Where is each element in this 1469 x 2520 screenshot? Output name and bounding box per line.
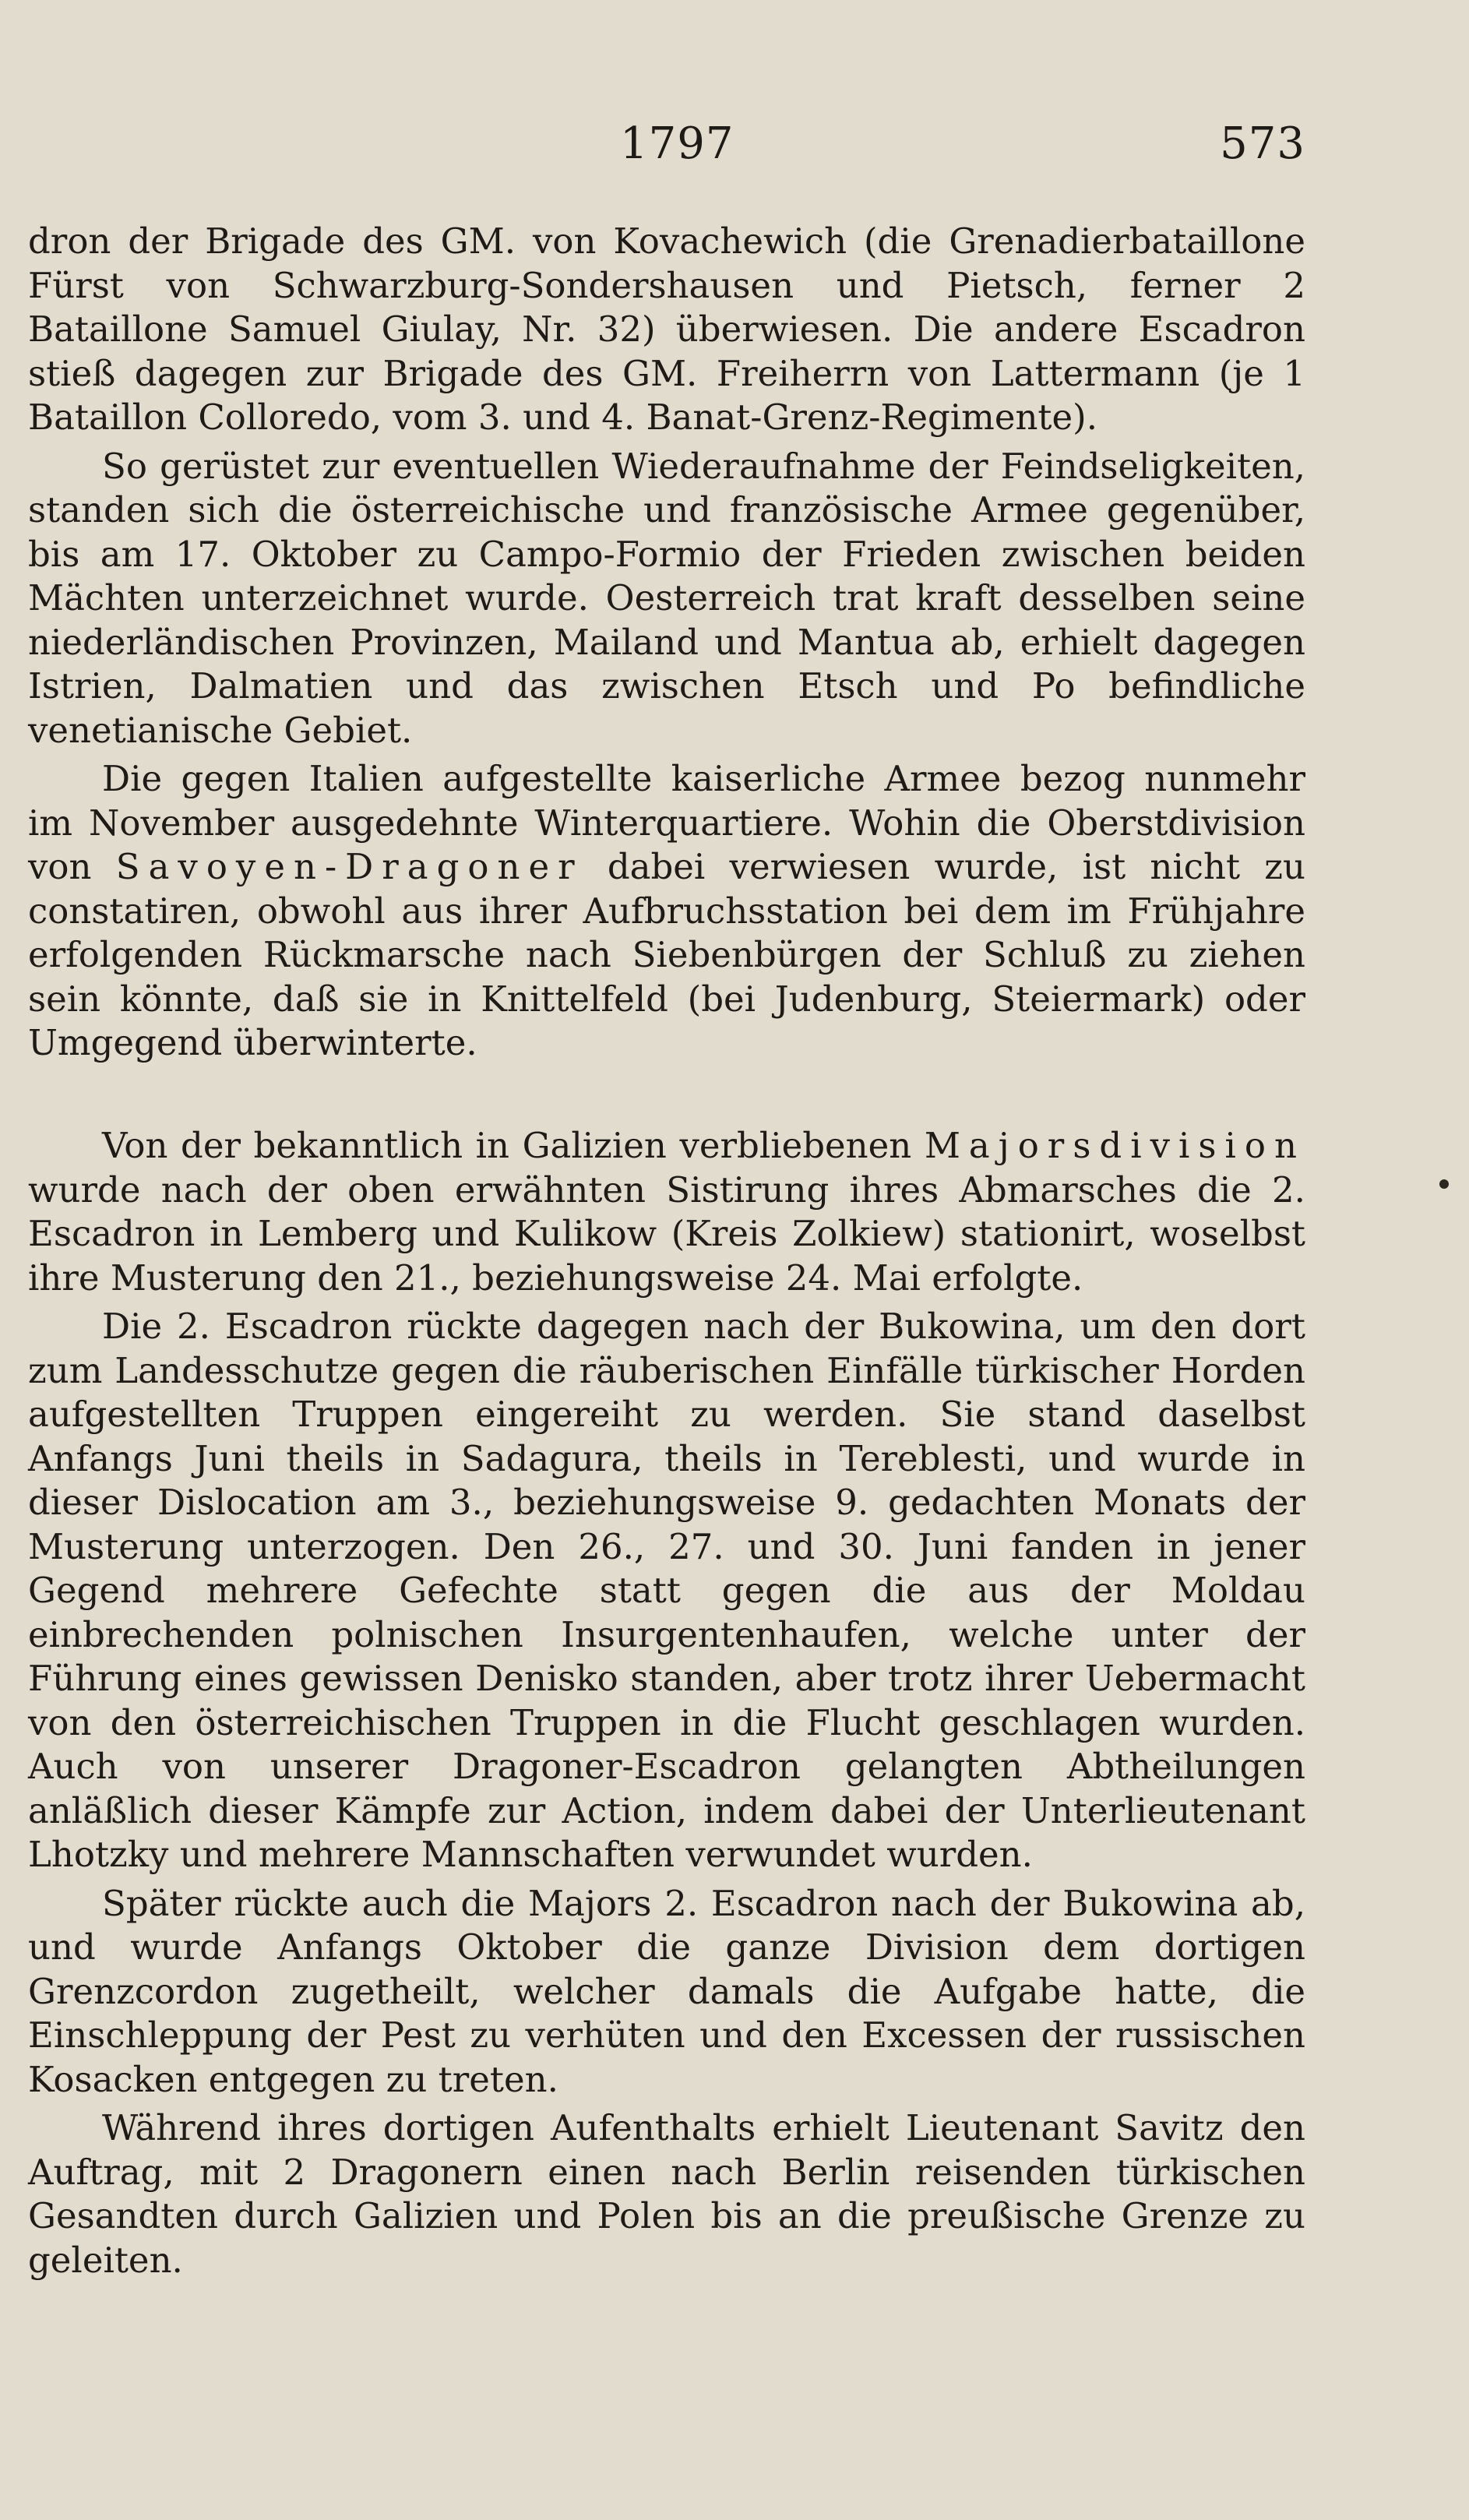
paragraph-majors-division (28, 1124, 1305, 1300)
text-block-upper (28, 220, 1305, 1070)
text-block-lower (28, 1124, 1305, 2287)
header-year: 1797 (620, 118, 734, 169)
paragraph-bukowina: Die 2. Escadron rückte dagegen nach der Bukowina, um den dort zum Landesschutze gegen die räuberischen Einfälle türkischer Horden aufgestellten Truppen eingereiht zu werden. Sie stand daselbst Anfangs Juni theils in Sadagura, theils in Tereblesti, und wurde in dieser Dislocation am 3., beziehungsweise 9. gedachten Monats der Musterung unterzogen. Den 26., 27. und 30. Juni fanden in jener Gegend mehrere Gefechte statt gegen die aus der Moldau einbrechenden polnischen Insurgentenhaufen, welche unter der Führung eines gewissen Denisko standen, aber trotz ihrer Uebermacht von den österreichischen Truppen in die Flucht geschlagen wurden. Auch von unserer Dragoner-Escadron gelangten Abtheilungen anläßlich dieser Kämpfe zur Action, indem dabei der Unterlieutenant Lhotzky und mehrere Mannschaften verwundet wurden. (28, 1306, 1305, 1875)
paragraph-text: Die gegen Italien aufgestellte kaiserliche Armee bezog nunmehr im November ausgedehnte Winterquartiere. Wohin die Oberstdivision von (28, 758, 1305, 887)
paragraph-berlin-envoy: Während ihres dortigen Aufenthalts erhielt Lieutenant Savitz den Auftrag, mit 2 Dragonern einen nach Berlin reisenden türkischen Gesandten durch Galizien und Polen bis an die preußische Grenze zu geleiten. (28, 2107, 1305, 2281)
ink-speck (1439, 1179, 1449, 1189)
paragraph-winter-quarters (28, 757, 1305, 1066)
paragraph-continuation: dron der Brigade des GM. von Kovachewich (die Grenadierbataillone Fürst von Schwarzburg-Sondershausen und Pietsch, ferner 2 Bataillone Samuel Giulay, Nr. 32) überwiesen. Die andere Escadron stieß dagegen zur Brigade des GM. Freiherrn von Lattermann (je 1 Bataillon Colloredo, vom 3. und 4. Banat-Grenz-Regimente). (28, 220, 1305, 438)
paragraph-campo-formio: So gerüstet zur eventuellen Wiederaufnahme der Feindseligkeiten, standen sich die österreichische und französische Armee gegenüber, bis am 17. Oktober zu Campo-Formio der Frieden zwischen beiden Mächten unterzeichnet wurde. Oesterreich trat kraft desselben seine niederländischen Provinzen, Mailand und Mantua ab, erhielt dagegen Istrien, Dalmatien und das zwischen Etsch und Po befindliche venetianische Gebiet. (28, 445, 1305, 751)
page-number: 573 (1220, 118, 1305, 169)
paragraph-text: Von der bekanntlich in Galizien verbliebenen (102, 1125, 925, 1166)
running-header (28, 117, 1305, 171)
paragraph-grenzcordon: Später rückte auch die Majors 2. Escadron nach der Bukowina ab, und wurde Anfangs Oktober die ganze Division dem dortigen Grenzcordon zugetheilt, welcher damals die Aufgabe hatte, die Einschleppung der Pest zu verhüten und den Excessen der russischen Kosacken entgegen zu treten. (28, 1882, 1305, 2100)
spaced-regiment-name: Savoyen-Dragoner (115, 846, 583, 887)
paragraph-text: dabei verwiesen wurde, ist nicht zu constatiren, obwohl aus ihrer Aufbruchsstation bei dem im Frühjahre erfolgenden Rückmarsche nach Siebenbürgen der Schluß zu ziehen sein könnte, daß sie in Knittelfeld (bei Judenburg, Steiermark) oder Umgegend überwinterte. (28, 846, 1305, 1063)
spaced-division-name: Majorsdivision (924, 1125, 1305, 1166)
paragraph-text: wurde nach der oben erwähnten Sistirung ihres Abmarsches die 2. Escadron in Lemberg und Kulikow (Kreis Zolkiew) stationirt, woselbst ihre Musterung den 21., beziehungsweise 24. Mai erfolgte. (28, 1168, 1305, 1299)
